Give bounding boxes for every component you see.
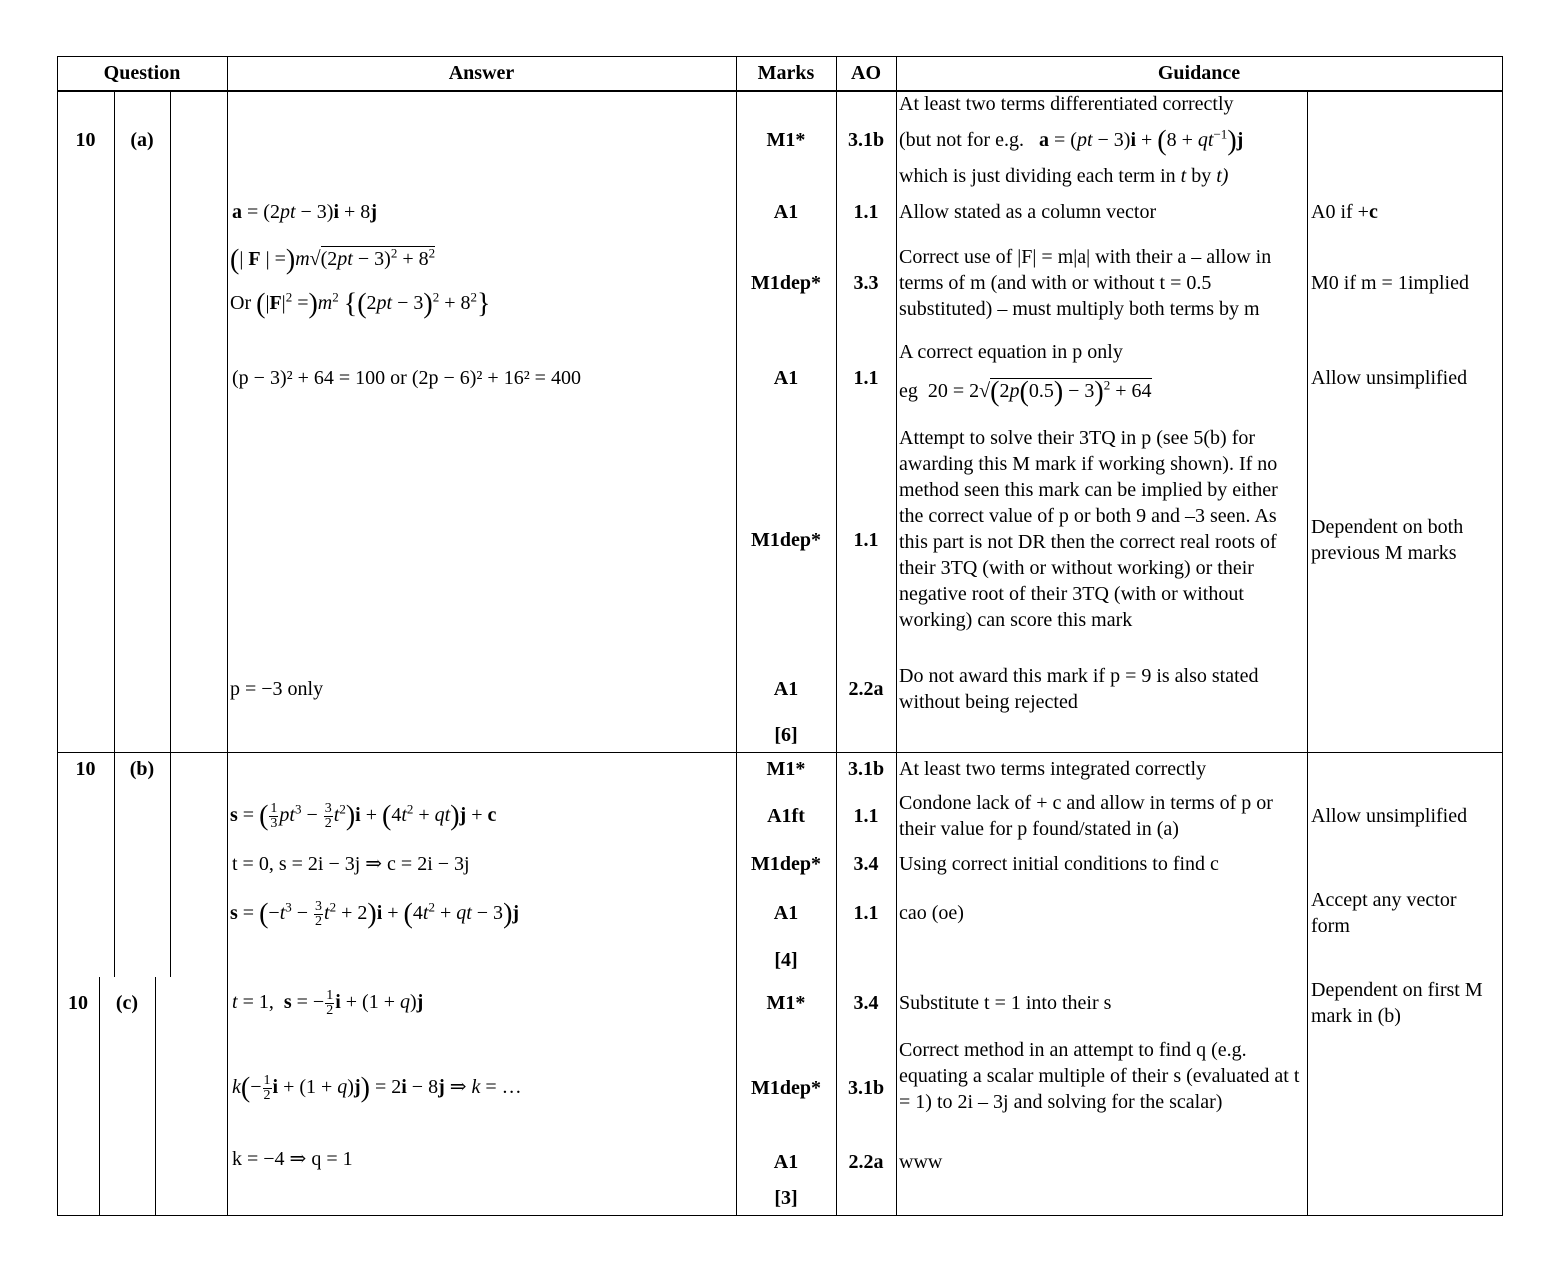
row-1-guidance-formula: $a = (pt - 3)i + (8 + qt^{-1})j$ bbox=[1038, 125, 1244, 157]
part-c-total: [3] bbox=[774, 1187, 798, 1209]
header-question: Question bbox=[103, 62, 181, 84]
row-13-guidance: www bbox=[899, 1151, 943, 1173]
row-2-extra-bold: c bbox=[1368, 201, 1378, 223]
marks-ao-divider bbox=[836, 56, 837, 1216]
row-2-mark: A1 bbox=[773, 201, 799, 223]
row-4-ao: 1.1 bbox=[853, 367, 879, 389]
row-8-mark: A1ft bbox=[767, 805, 805, 827]
row-9-ao: 3.4 bbox=[853, 853, 879, 875]
row-3-extra: M0 if m = 1implied bbox=[1311, 272, 1469, 294]
row-13-ao: 2.2a bbox=[848, 1151, 884, 1173]
row-2-extra-text: A0 if + bbox=[1311, 201, 1369, 223]
row-11-answer: t = 1, s = − $\frac{1}{2}$ i + (1 + q)j bbox=[232, 988, 424, 1018]
header-marks: Marks bbox=[757, 62, 815, 84]
question-answer-divider bbox=[227, 56, 228, 1216]
row-9-answer: t = 0, s = 2i − 3j ⇒ c = 2i − 3j bbox=[232, 853, 470, 875]
answer-marks-divider bbox=[736, 56, 737, 1216]
row-4-extra: Allow unsimplified bbox=[1311, 367, 1468, 389]
row-2-extra bbox=[1311, 199, 1378, 225]
row-12-guidance: Correct method in an attempt to find q (e.g. equating a scalar multiple of their s (evaluated at t = 1) to 2i – 3j and solving for the scalar) bbox=[899, 1039, 1300, 1113]
row-8-extra: Allow unsimplified bbox=[1311, 805, 1468, 827]
row-10-extra: Accept any vector form bbox=[1311, 889, 1457, 937]
question-col-divider-b bbox=[170, 91, 171, 977]
header-bottom-border bbox=[57, 90, 1503, 92]
mark-scheme-table bbox=[57, 56, 1503, 1216]
row-11-ao: 3.4 bbox=[853, 992, 879, 1014]
row-8-guidance: Condone lack of + c and allow in terms of p or their value for p found/stated in (a) bbox=[899, 792, 1273, 840]
row-7-guidance: At least two terms integrated correctly bbox=[899, 758, 1207, 780]
part-a-letter: (a) bbox=[130, 129, 154, 151]
part-c-number: 10 bbox=[68, 992, 88, 1014]
part-a-number: 10 bbox=[75, 129, 96, 151]
row-1-guidance-text-3c: by bbox=[1191, 165, 1212, 187]
row-12-mark: M1dep* bbox=[751, 1077, 821, 1099]
row-10-guidance: cao (oe) bbox=[899, 902, 964, 924]
row-10-ao: 1.1 bbox=[853, 902, 879, 924]
row-1-guidance-line-1: At least two terms differentiated correctly bbox=[899, 93, 1234, 115]
row-3-ao: 3.3 bbox=[853, 272, 879, 294]
part-b-number: 10 bbox=[75, 758, 96, 780]
part-b-letter: (b) bbox=[129, 758, 155, 780]
part-b-top-border bbox=[57, 752, 1503, 753]
row-1-ao: 3.1b bbox=[847, 129, 885, 151]
row-10-answer: $s = (-t^3$ − $\frac{3}{2}$ $t^2 + 2)i + (4t^2$ + qt − 3)j bbox=[230, 898, 520, 930]
row-7-mark: M1* bbox=[766, 758, 806, 780]
question-col-divider-c-2 bbox=[155, 977, 156, 1216]
ao-guidance-divider bbox=[896, 56, 897, 1216]
row-13-answer: k = −4 ⇒ q = 1 bbox=[232, 1148, 353, 1170]
row-2-answer: a = (2pt − 3)i + 8j bbox=[232, 201, 377, 223]
row-8-answer: s = ( $\frac{1}{3}$ $pt^3$ − $\frac{3}{2}$ $t^2)i + (4t^2 + qt)j + c$ bbox=[230, 800, 497, 832]
row-2-guidance: Allow stated as a column vector bbox=[899, 201, 1157, 223]
part-b-total: [4] bbox=[774, 949, 798, 971]
row-6-ao: 2.2a bbox=[848, 678, 884, 700]
row-4-guidance-eg: eg bbox=[899, 380, 918, 402]
row-5-ao: 1.1 bbox=[853, 529, 879, 551]
row-11-guidance: Substitute t = 1 into their s bbox=[899, 992, 1112, 1014]
row-11-extra: Dependent on first M mark in (b) bbox=[1311, 979, 1483, 1027]
row-10-mark: A1 bbox=[773, 902, 799, 924]
row-1-guidance-text-3a: which is just dividing each term in bbox=[899, 165, 1176, 187]
row-3-answer-prefix: Or bbox=[230, 292, 252, 314]
row-11-mark: M1* bbox=[766, 992, 806, 1014]
row-1-guidance-line-2 bbox=[899, 125, 1244, 157]
row-6-mark: A1 bbox=[773, 678, 799, 700]
question-col-divider-a bbox=[114, 91, 115, 977]
part-c-letter: (c) bbox=[115, 992, 139, 1014]
table-bottom-border bbox=[57, 1215, 1503, 1216]
row-1-guidance-text: (but not for e.g. bbox=[899, 129, 1024, 151]
row-1-guidance-line-3 bbox=[899, 163, 1228, 189]
row-12-answer: k(− $\frac{1}{2}$ i + (1 + q)j) = 2i − 8j ⇒ k = … bbox=[232, 1072, 522, 1104]
table-top-border bbox=[57, 56, 1503, 57]
row-9-guidance: Using correct initial conditions to find c bbox=[899, 853, 1219, 875]
row-4-guidance-line-1: A correct equation in p only bbox=[899, 341, 1123, 363]
row-4-guidance-line-2: eg $20 = 2√(2p(0.5) - 3)^2 + 64$ bbox=[899, 376, 1152, 408]
row-9-mark: M1dep* bbox=[751, 853, 821, 875]
right-border bbox=[1502, 56, 1503, 1216]
row-1-guidance-text-3d: t) bbox=[1216, 165, 1229, 187]
row-8-ao: 1.1 bbox=[853, 805, 879, 827]
guidance-inner-divider bbox=[1307, 91, 1308, 1216]
row-12-ao: 3.1b bbox=[847, 1077, 885, 1099]
row-6-answer: p = −3 only bbox=[230, 678, 324, 700]
row-4-mark: A1 bbox=[773, 367, 799, 389]
row-2-ao: 1.1 bbox=[853, 201, 879, 223]
header-ao: AO bbox=[851, 62, 881, 84]
row-3-answer-line-2: Or $(|F|^2 =)m^2$ $\{(2pt - 3)^2 + 8^2\}$ bbox=[230, 288, 491, 320]
header-guidance: Guidance bbox=[1157, 62, 1241, 84]
part-a-total: [6] bbox=[774, 724, 798, 746]
left-border bbox=[57, 56, 58, 1216]
row-1-guidance-text-3b: t bbox=[1180, 165, 1187, 187]
row-3-mark: M1dep* bbox=[751, 272, 821, 294]
row-5-guidance: Attempt to solve their 3TQ in p (see 5(b) for awarding this M mark if working shown). If no method seen this mark can be implied by either the correct value of p or both 9 and –3 seen. As this part is not DR then the correct real roots of their 3TQ (with or without working) or their negative root of their 3TQ (with or without working) can score this mark bbox=[899, 427, 1278, 631]
row-3-answer-line-1: (| F | $=)m√(2pt - 3)^2 + 8^2$ bbox=[230, 244, 436, 276]
row-6-guidance: Do not award this mark if p = 9 is also stated without being rejected bbox=[899, 665, 1259, 713]
row-5-extra: Dependent on both previous M marks bbox=[1311, 516, 1464, 564]
row-3-guidance: Correct use of |F| = m|a| with their a – allow in terms of m (and with or without t = 0.5 substituted) – must multiply both terms by m bbox=[899, 246, 1272, 320]
header-answer: Answer bbox=[448, 62, 515, 84]
row-1-mark: M1* bbox=[766, 129, 806, 151]
row-5-mark: M1dep* bbox=[751, 529, 821, 551]
row-7-ao: 3.1b bbox=[847, 758, 885, 780]
row-13-mark: A1 bbox=[773, 1151, 799, 1173]
row-4-answer: (p − 3)² + 64 = 100 or (2p − 6)² + 16² = 400 bbox=[232, 367, 581, 389]
